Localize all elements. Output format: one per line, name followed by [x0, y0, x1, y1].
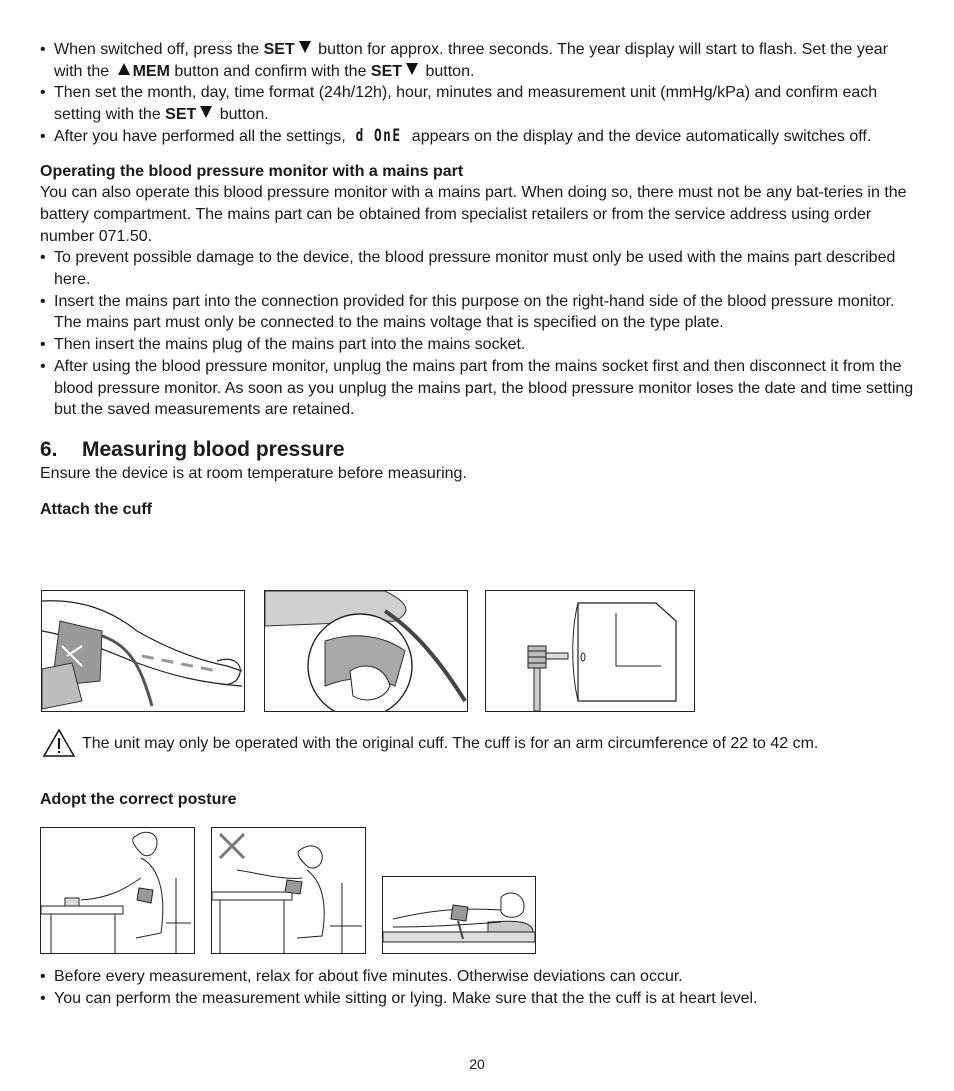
mem-button-label: MEM [132, 62, 170, 80]
list-item: • Then insert the mains plug of the mains part into the mains socket. [40, 334, 915, 356]
page-number: 20 [469, 1056, 485, 1072]
cuff-illustration-arm [41, 590, 245, 712]
list-item: • Before every measurement, relax for about five minutes. Otherwise deviations can occur. [40, 966, 920, 988]
cuff-heading: Attach the cuff [40, 500, 152, 518]
mains-intro: You can also operate this blood pressure monitor with a mains part. When doing so, there must not be any bat-teries in the battery compartment. The mains part can be obtained from specialist retailers or from the service address using order number 071.50. [40, 184, 907, 245]
list-item: • After using the blood pressure monitor, unplug the mains part from the mains socket first and then disconnect it from the blood pressure monitor. As soon as you unplug the mains part, the blood pressure monitor loses the date and time setting but the saved measurements are retained. [40, 356, 915, 421]
up-arrow-icon [118, 63, 130, 75]
list-item: • Insert the mains part into the connection provided for this purpose on the right-hand side of the blood pressure monitor. [40, 291, 915, 313]
down-arrow-icon [299, 41, 311, 53]
posture-heading: Adopt the correct posture [40, 791, 237, 808]
posture-illustration-correct-sitting [40, 827, 195, 954]
list-item: • Then set the month, day, time format (24h/12h), hour, minutes and measurement unit (mmHg/kPa) and confirm each setting with the SET button. [40, 82, 915, 125]
list-item: • After you have performed all the settings, d OnE appears on the display and the device automatically switches off. [40, 126, 915, 148]
instructions-body [40, 39, 915, 520]
posture-illustration-lying [382, 876, 536, 954]
mains-note: The mains part must only be connected to the mains voltage that is specified on the type plate. [54, 314, 724, 332]
list-item: • To prevent possible damage to the device, the blood pressure monitor must only be used with the mains part described here. [40, 247, 915, 290]
set-button-label: SET [370, 62, 403, 80]
posture-illustration-incorrect-sitting [211, 827, 366, 954]
mains-heading: Operating the blood pressure monitor with a mains part [40, 162, 464, 180]
section-number: 6. [40, 437, 58, 461]
section-heading [40, 437, 915, 463]
set-button-label: SET [263, 41, 295, 58]
warning-triangle-icon [42, 728, 76, 758]
cuff-warning-text: The unit may only be operated with the original cuff. The cuff is for an arm circumference of 22 to 42 cm. [82, 735, 819, 752]
cuff-illustration-closeup [264, 590, 468, 712]
section-title: Measuring blood pressure [82, 437, 345, 461]
mains-list [40, 247, 915, 312]
cross-icon [220, 834, 244, 858]
set-button-label: SET [165, 106, 197, 124]
setup-list [40, 39, 915, 148]
down-arrow-icon [200, 106, 212, 118]
list-item: • You can perform the measurement while sitting or lying. Make sure that the the cuff is at heart level. [40, 988, 920, 1010]
mains-plug-illustration [485, 590, 695, 712]
done-display-text: d OnE [355, 125, 402, 146]
posture-notes [40, 966, 920, 1009]
down-arrow-icon [406, 63, 418, 75]
posture-list [40, 966, 920, 1009]
mains-list-2 [40, 334, 915, 421]
section-intro: Ensure the device is at room temperature before measuring. [40, 464, 467, 482]
list-item: • When switched off, press the SET button for approx. three seconds. The year display will start to flash. Set the year with the MEM button and confirm with the SET button. [40, 39, 915, 82]
